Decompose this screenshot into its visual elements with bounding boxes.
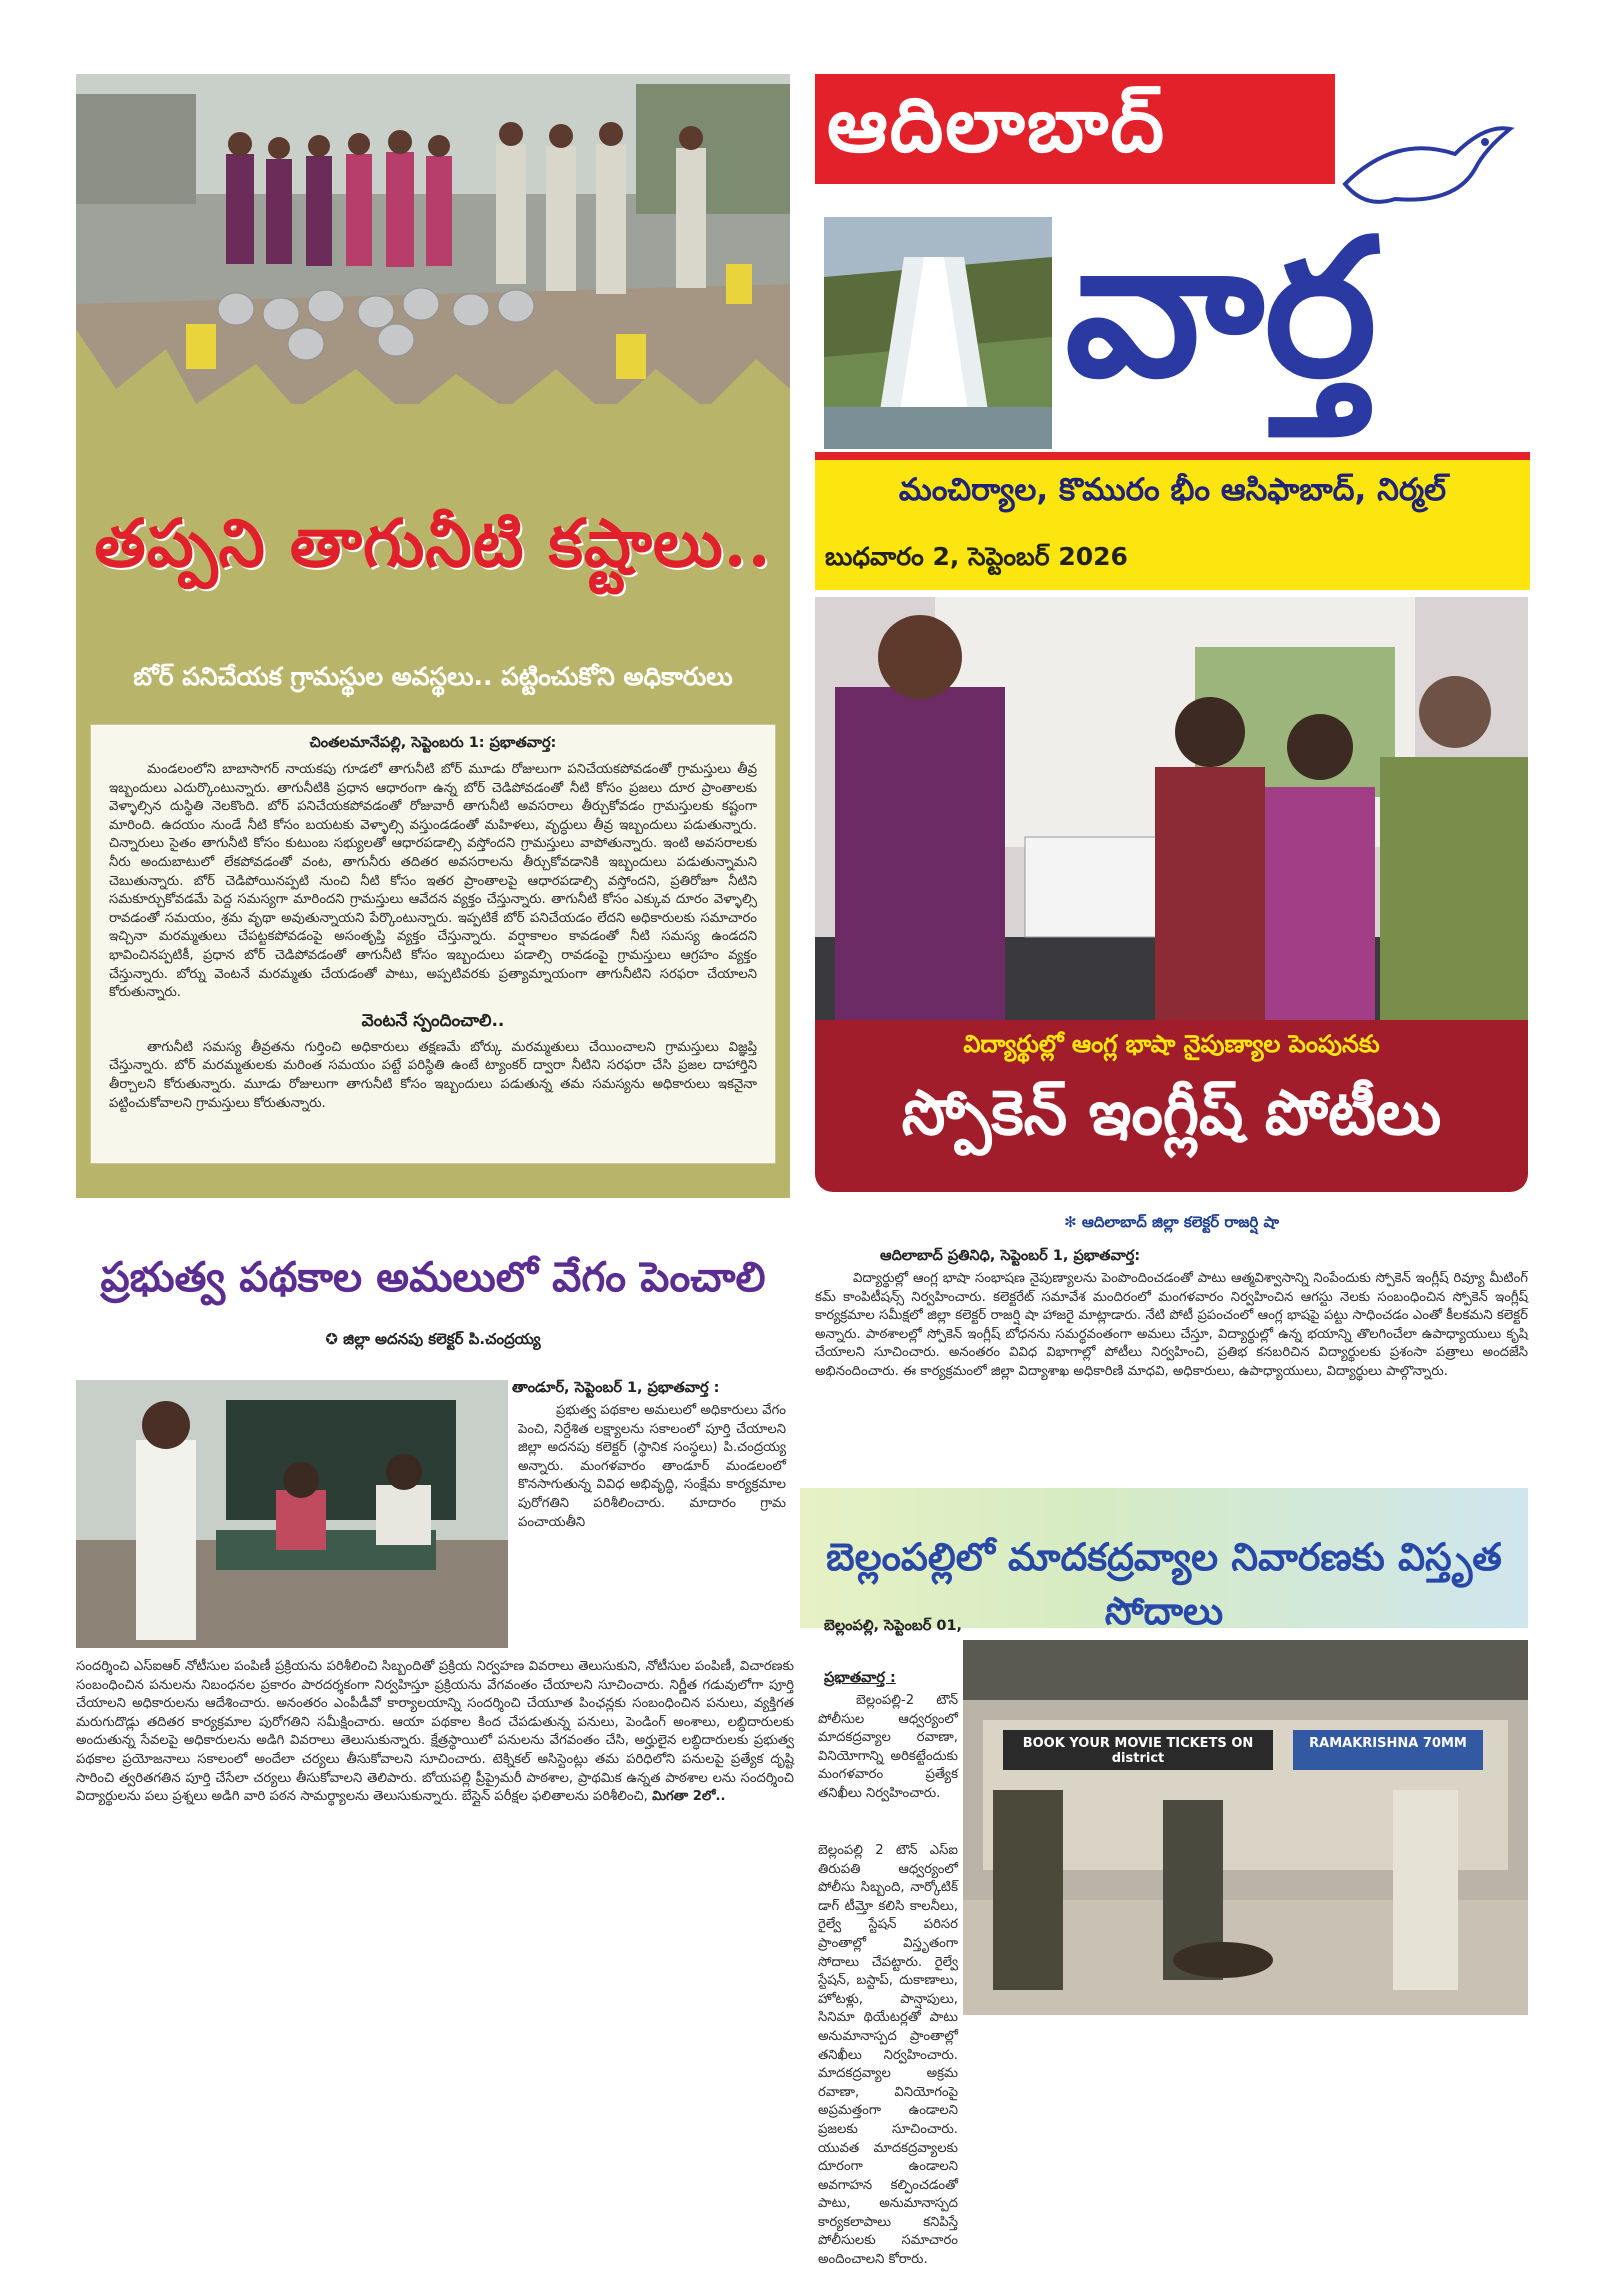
story-dateline: బెల్లంపల్లి, సెప్టెంబర్ 01,: [824, 1618, 963, 1634]
story-body: [818, 1842, 958, 2268]
masthead-date: బుధవారం 2, సెప్టెంబర్ 2026: [815, 530, 1530, 590]
story-dateline-source: ప్రభాతవార్త :: [824, 1670, 896, 1686]
story-dateline: తాండూర్, సెప్టెంబర్ 1, ప్రభాతవార్త :: [512, 1380, 720, 1396]
story-paragraph: బెల్లంపల్లి 2 టౌన్ ఎస్ఐ తిరుపతి ఆధ్వర్యంలో పోలీసు సిబ్బంది, నార్కోటిక్ డాగ్ టీమ్తో కలిసి కాలనీలు, రైల్వే స్టేషన్ పరిసర ప్రాంతాల్లో విస్తృతంగా సోదాలు చేపట్టారు. రైల్వే స్టేషన్, బస్టాప్, దుకాణాలు, హోటళ్లు, పాన్షాపులు, సినిమా థియేటర్లతో పాటు అనుమానాస్పద ప్రాంతాల్లో తనిఖీలు నిర్వహించారు. మాదకద్రవ్యాల అక్రమ రవాణా, వినియోగంపై అప్రమత్తంగా ఉండాలని ప్రజలకు సూచించారు. యువత మాదకద్రవ్యాలకు దూరంగా ఉండాలని అవగాహన కల్పించడంతో పాటు, అనుమానాస్పద కార్యకలాపాలు కనిపిస్తే పోలీసులకు సమాచారం అందించాలని కోరారు.: [818, 1843, 958, 2268]
story-headline: ప్రభుత్వ పథకాల అమలులో వేగం పెంచాలి: [100, 1253, 766, 1301]
story-paragraph: ప్రభుత్వ పథకాల అమలులో అధికారులు వేగం పెంచి, నిర్దేశిత లక్ష్యాలను సకాలంలో పూర్తి చేయాలని జిల్లా అదనపు కలెక్టర్ (స్థానిక సంస్థలు) పి.చంద్రయ్య అన్నారు. మంగళవారం తాండూర్ మండలంలో కొనసాగుతున్న వివిధ అభివృద్ధి, సంక్షేమ కార్యక్రమాల పురోగతిని పరిశీలించారు. మాదారం గ్రామ పంచాయతీని: [518, 1403, 786, 1530]
spoken-english-banner: [815, 1020, 1528, 1192]
story-byline: ✪ జిల్లా అదనపు కలెక్టర్ పి.చంద్రయ్య: [325, 1330, 541, 1348]
story-dateline: ఆదిలాబాద్ ప్రతినిధి, సెప్టెంబర్ 1, ప్రభాతవార్త:: [880, 1248, 1141, 1264]
story-text-box: [90, 724, 776, 1164]
story-subhead: బోర్ పనిచేయక గ్రామస్థుల అవస్థలు.. పట్టించుకోని అధికారులు: [133, 662, 733, 691]
masthead-rule: [815, 452, 1530, 460]
additional-collector-inspection-photo: [76, 1380, 508, 1648]
collector-certificate-photo: [815, 597, 1528, 1020]
cinema-name-sign: RAMAKRISHNA 70MM: [1309, 1736, 1467, 1751]
continued-marker: మిగతా 2లో..: [652, 1789, 726, 1805]
cinema-sign-text: BOOK YOUR MOVIE TICKETS ON district: [1022, 1736, 1254, 1766]
waterfall-photo: [821, 214, 1049, 446]
story-paragraph: మండలంలోని బాబాసాగర్ నాయకపు గూడలో తాగునీటి బోర్ మూడు రోజులుగా పనిచేయకపోవడంతో గ్రామస్తులు తీవ్ర ఇబ్బందులు ఎదుర్కొంటున్నారు. తాగునీటికి ప్రధాన ఆధారంగా ఉన్న బోర్ చెడిపోవడంతో నీటి కోసం ప్రజలు దూర ప్రాంతాలకు వెళ్ళాల్సిన దుస్థితి నెలకొంది. బోర్ పనిచేయకపోవడంతో రోజువారీ తాగునీటి అవసరాలు తీర్చుకోవడం గ్రామస్తులకు కష్టంగా మారింది. ఉదయం నుండే నీటి కోసం బయటకు వెళ్ళాల్సి వస్తుండడంతో మహిళలు, వృద్ధులు తీవ్ర ఇబ్బందులు పడుతున్నారు. చిన్నారులు సైతం తాగునీటి కోసం కుటుంబ సభ్యులతో ఆధారపడాల్సి వస్తోందని గ్రామస్తులు వాపోతున్నారు. ఇంటి అవసరాలకు నీరు అందుబాటులో లేకపోవడంతో వంట, తాగునీరు తదితర అవసరాలను తీర్చుకోవడానికి ఇబ్బందులు పడుతున్నామని చెబుతున్నారు. బోర్ చెడిపోయినప్పటి నుంచి నీటి కోసం ఇతర ప్రాంతాలపై ఆధారపడాల్సి వస్తోందని, ప్రతిరోజూ నీటిని సమకూర్చుకోవడమే పెద్ద సమస్యగా మారిందని గ్రామస్తులు ఆవేదన వ్యక్తం చేస్తున్నారు. తాగునీటి కోసం ఎక్కువ దూరం వెళ్ళాల్సి రావడంతో సమయం, శ్రమ వృథా అవుతున్నాయని పేర్కొంటున్నారు. ఇప్పటికే బోర్ పనిచేయడం లేదని అధికారులకు సమాచారం ఇచ్చినా మరమ్మతులు చేపట్టకపోవడంపై అసంతృప్తి వ్యక్తం చేస్తున్నారు. వర్షాకాలం కావడంతో నీటి సమస్య ఉండదని భావించినప్పటికీ, ప్రధాన బోర్ చెడిపోవడంతో తాగునీటి కోసం ఇబ్బందులు పడాల్సి రావడంపై గ్రామస్తులు ఆగ్రహం వ్యక్తం చేస్తున్నారు. బోర్ను వెంటనే మరమ్మతు చేయడంతో పాటు, అప్పటివరకు ప్రత్యామ్నాయంగా తాగునీటిని సరఫరా చేయాలని కోరుతున్నారు.: [109, 762, 757, 1001]
masthead-districts: మంచిర్యాల, కొమురం భీం ఆసిఫాబాద్, నిర్మల్: [815, 460, 1530, 530]
story-body: [76, 1658, 794, 1807]
story-paragraph: తాగునీటి సమస్య తీవ్రతను గుర్తించి అధికారులు తక్షణమే బోర్కు మరమ్మతులు చేయించాలని గ్రామస్తులు విజ్ఞప్తి చేస్తున్నారు. బోర్ మరమ్మతులకు మరింత సమయం పట్టే పరిస్థితి ఉంటే ట్యాంకర్ ద్వారా నీటిని సరఫరా చేసి ప్రజల దాహార్తిని తీర్చాలని కోరుతున్నారు. మూడు రోజులుగా తాగునీటి కోసం ఇబ్బందులు పడుతున్న తమ సమస్యను అధికారులు ఇకనైనా పట్టించుకోవాలని గ్రామస్తులు కోరుతున్నారు.: [109, 1039, 757, 1111]
story-drinking-water: [76, 74, 790, 1198]
story-paragraph: బెల్లంపల్లి-2 టౌన్ పోలీసుల ఆధ్వర్యంలో మాదకద్రవ్యాల రవాణా, వినియోగాన్ని అరికట్టేందుకు మంగళవారం ప్రత్యేక తనిఖీలు నిర్వహించారు.: [818, 1693, 958, 1801]
story-paragraph: సందర్శించి ఎస్ఐఆర్ నోటీసుల పంపిణీ ప్రక్రియను పరిశీలించి సిబ్బందితో ప్రక్రియ నిర్వహణ వివరాలు తెలుసుకుని, నోటీసుల పంపిణీ, విచారణకు సంబంధించిన పనులను నిబంధనల ప్రకారం పారదర్శకంగా నిర్వహిస్తూ ప్రక్రియను వేగవంతం చేయాలని సూచించారు. నిర్ణీత గడువులోగా పూర్తి చేయాలని అధికారులను ఆదేశించారు. అనంతరం ఎంపీడీవో కార్యాలయాన్ని సందర్శించి చేయూత పింఛన్లకు సంబంధించిన పనులు, వ్యక్తిగత మరుగుదొడ్లు తదితర కార్యక్రమాల పురోగతిని సమీక్షించారు. ఆయా పథకాల కింద చేపడుతున్న పనులు, పెండింగ్ అంశాలు, లబ్ధిదారులకు అందుతున్న సేవలపై అధికారులను అడిగి వివరాలు తెలుసుకున్నారు. క్షేత్రస్థాయిలో పనులను వేగవంతం చేసి, అర్హులైన లబ్ధిదారులకు ప్రభుత్వ పథకాల ప్రయోజనాలు సకాలంలో అందేలా చర్యలు తీసుకోవాలని సూచించారు. టెక్నికల్ అసిస్టెంట్లు తమ పరిధిలోని పనులపై ప్రత్యేక దృష్టి సారించి త్వరితగతిన పూర్తి చేసేలా చర్యలు తీసుకోవాలని తెలిపారు. బోయపల్లి ప్రీప్రైమరీ పాఠశాల, ప్రాథమిక ఉన్నత పాఠశాల లను సందర్శించి విద్యార్థులను పలు ప్రశ్నలు అడిగి వారి పఠన సామర్థ్యాలను తెలుసుకున్నారు. బేస్లైన్ పరీక్షల ఫలితాలను పరిశీలించి,: [76, 1659, 794, 1805]
story-body-column: [818, 1692, 958, 1806]
story-body: [815, 1270, 1528, 1384]
story-body-column: [518, 1402, 786, 1534]
story-body: [109, 1039, 757, 1113]
story-headline: తప్పని తాగునీటి కష్టాలు..: [94, 504, 772, 582]
story-subtitle: వెంటనే స్పందించాలి..: [361, 1010, 505, 1031]
story-body: [109, 761, 757, 1003]
story-dateline: చింతలమానేపల్లి, సెప్టెంబరు 1: ప్రభాతవార్త:: [309, 735, 557, 751]
story-paragraph: విద్యార్థుల్లో ఆంగ్ల భాషా సంభాషణ నైపుణ్యాలను పెంపొందించడంతో పాటు ఆత్మవిశ్వాసాన్ని నింపేందుకు స్పోకెన్ ఇంగ్లీష్ రివ్యూ మీటింగ్ కమ్ కాంపిటీషన్స్ నిర్వహించారు. కలెక్టరేట్ సమావేశ మందిరంలో మంగళవారం నిర్వహించిన ఆగస్టు నెలకు సంబంధించిన స్పోకెన్ ఇంగ్లీష్ కార్యక్రమాల సమీక్షలో జిల్లా కలెక్టర్ రాజర్షి షా హాజరై మాట్లాడారు. నేటి పోటీ ప్రపంచంలో ఆంగ్ల భాషపై పట్టు సాధించడం ఎంతో కీలకమని కలెక్టర్ అన్నారు. పాఠశాలల్లో స్పోకెన్ ఇంగ్లీష్ బోధనను సమర్థవంతంగా అమలు చేస్తూ, విద్యార్థుల్లో ఉన్న భయాన్ని తొలగించేలా ఉపాధ్యాయులు కృషి చేయాలని సూచించారు. అనంతరం వివిధ విభాగాల్లో పోటీలు నిర్వహించి, ప్రతిభ కనబరిచిన విద్యార్థులకు ప్రశంసా పత్రాలు అందజేసి అభినందించారు. ఈ కార్యక్రమంలో జిల్లా విద్యాశాఖ అధికారిణి మాధవి, అధికారులు, ఉపాధ్యాయులు, విద్యార్థులు పాల్గొన్నారు.: [815, 1271, 1528, 1379]
story-byline: ✻ ఆదిలాబాద్ జిల్లా కలెక్టర్ రాజర్షి షా: [1064, 1213, 1279, 1231]
masthead: [815, 74, 1530, 574]
story-headline: స్పోకెన్ ఇంగ్లీష్ పోటీలు: [901, 1076, 1442, 1149]
masthead-title-top: ఆదిలాబాద్: [827, 80, 1167, 169]
masthead-title-main: వార్త: [1065, 198, 1377, 419]
starburst-frame: [76, 329, 790, 469]
story-subhead: విద్యార్థుల్లో ఆంగ్ల భాషా నైపుణ్యాల పెంపునకు: [963, 1030, 1380, 1058]
story-headline: బెల్లంపల్లిలో మాదకద్రవ్యాల నివారణకు విస్తృత సోదాలు: [826, 1535, 1502, 1633]
police-dog-squad-photo: [963, 1640, 1528, 2015]
